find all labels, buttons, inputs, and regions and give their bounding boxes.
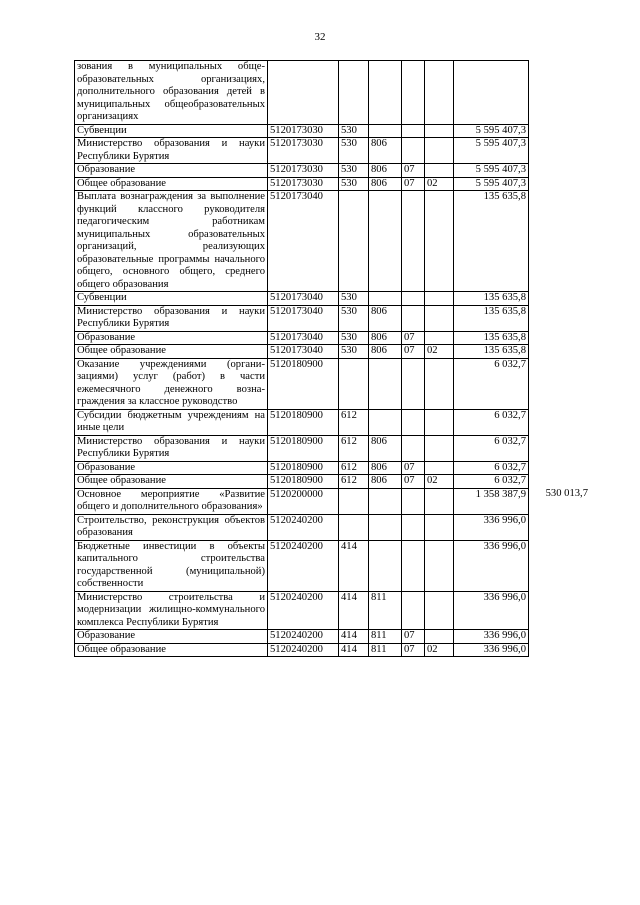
row-name: Образование: [75, 164, 268, 178]
amount-extra: [529, 292, 591, 306]
subsection-code: [425, 292, 454, 306]
subsection-code: [425, 124, 454, 138]
table-body: [75, 61, 591, 657]
row-name: Основное мероприятие «Развитие общего и дополнительного образования»: [75, 488, 268, 514]
subsection-code: 02: [425, 475, 454, 489]
section-code: [402, 514, 425, 540]
budget-table: [74, 60, 591, 657]
subsection-code: [425, 461, 454, 475]
target-article-code: 5120180900: [268, 461, 339, 475]
section-code: [402, 191, 425, 292]
target-article-code: 5120240200: [268, 591, 339, 630]
amount: 5 595 407,3: [454, 124, 529, 138]
amount: 135 635,8: [454, 345, 529, 359]
target-article-code: 5120173040: [268, 331, 339, 345]
amount: 6 032,7: [454, 409, 529, 435]
amount-extra: [529, 475, 591, 489]
section-code: [402, 540, 425, 591]
table-row: [75, 331, 591, 345]
ministry-code: [369, 358, 402, 409]
table-row: [75, 345, 591, 359]
target-article-code: 5120173030: [268, 138, 339, 164]
amount: 336 996,0: [454, 514, 529, 540]
row-name: Субвенции: [75, 124, 268, 138]
table-row: [75, 164, 591, 178]
table-row: [75, 475, 591, 489]
table-row: [75, 305, 591, 331]
amount-extra: [529, 191, 591, 292]
amount: 5 595 407,3: [454, 164, 529, 178]
amount: 5 595 407,3: [454, 138, 529, 164]
page-number: 32: [314, 31, 326, 43]
section-code: 07: [402, 164, 425, 178]
expense-type-code: [339, 358, 369, 409]
table-row: [75, 177, 591, 191]
row-name: Образование: [75, 461, 268, 475]
amount: [454, 61, 529, 125]
subsection-code: [425, 630, 454, 644]
section-code: [402, 435, 425, 461]
expense-type-code: 530: [339, 177, 369, 191]
target-article-code: 5120240200: [268, 643, 339, 657]
ministry-code: 806: [369, 331, 402, 345]
subsection-code: [425, 591, 454, 630]
table-row: [75, 488, 591, 514]
section-code: 07: [402, 643, 425, 657]
table-row: [75, 514, 591, 540]
target-article-code: 5120173040: [268, 305, 339, 331]
amount-extra: [529, 630, 591, 644]
amount: 6 032,7: [454, 475, 529, 489]
row-name: Оказание учреждениями (организациями) услуг (работ) в части ежемесячного денежного вознаграждения за классное руководство: [75, 358, 268, 409]
subsection-code: 02: [425, 177, 454, 191]
section-code: [402, 292, 425, 306]
subsection-code: [425, 61, 454, 125]
subsection-code: [425, 138, 454, 164]
expense-type-code: [339, 191, 369, 292]
table-row: [75, 540, 591, 591]
amount-extra: [529, 358, 591, 409]
ministry-code: [369, 514, 402, 540]
subsection-code: [425, 164, 454, 178]
amount-extra: [529, 305, 591, 331]
row-name: Образование: [75, 630, 268, 644]
subsection-code: [425, 358, 454, 409]
expense-type-code: 612: [339, 461, 369, 475]
table-row: [75, 409, 591, 435]
subsection-code: [425, 488, 454, 514]
amount: 135 635,8: [454, 331, 529, 345]
ministry-code: [369, 61, 402, 125]
ministry-code: [369, 124, 402, 138]
row-name: Общее образование: [75, 177, 268, 191]
section-code: 07: [402, 630, 425, 644]
amount: 6 032,7: [454, 358, 529, 409]
amount: 336 996,0: [454, 591, 529, 630]
amount-extra: [529, 345, 591, 359]
amount-extra: [529, 643, 591, 657]
row-name: Выплата вознаграждения за выполнение функций классного руководителя педагогическим работникам муниципальных образовательных организаций, реализующих образовательные программы начального общего, основного общего, среднего общего образования: [75, 191, 268, 292]
amount: 5 595 407,3: [454, 177, 529, 191]
table-row: [75, 358, 591, 409]
amount: 6 032,7: [454, 435, 529, 461]
row-name: Субсидии бюджетным учреждениям на иные цели: [75, 409, 268, 435]
expense-type-code: 612: [339, 475, 369, 489]
expense-type-code: 530: [339, 138, 369, 164]
target-article-code: 5120173030: [268, 124, 339, 138]
subsection-code: 02: [425, 345, 454, 359]
table-row: [75, 591, 591, 630]
section-code: 07: [402, 177, 425, 191]
row-name: Субвенции: [75, 292, 268, 306]
table-row: [75, 643, 591, 657]
row-name: Министерство образования и науки Республики Бурятия: [75, 305, 268, 331]
target-article-code: 5120240200: [268, 540, 339, 591]
expense-type-code: 530: [339, 164, 369, 178]
section-code: [402, 358, 425, 409]
target-article-code: 5120173030: [268, 164, 339, 178]
table-row: [75, 124, 591, 138]
ministry-code: 806: [369, 164, 402, 178]
amount-extra: [529, 540, 591, 591]
target-article-code: 5120173040: [268, 345, 339, 359]
amount-extra: [529, 177, 591, 191]
amount-extra: [529, 514, 591, 540]
target-article-code: 5120240200: [268, 630, 339, 644]
amount-extra: [529, 409, 591, 435]
section-code: [402, 124, 425, 138]
amount: 336 996,0: [454, 630, 529, 644]
ministry-code: [369, 191, 402, 292]
expense-type-code: 530: [339, 345, 369, 359]
row-name: Общее образование: [75, 643, 268, 657]
ministry-code: [369, 540, 402, 591]
target-article-code: 5120180900: [268, 409, 339, 435]
expense-type-code: 612: [339, 409, 369, 435]
section-code: [402, 305, 425, 331]
row-name: Строительство, реконструкция объектов образования: [75, 514, 268, 540]
subsection-code: [425, 331, 454, 345]
ministry-code: [369, 292, 402, 306]
section-code: [402, 488, 425, 514]
subsection-code: [425, 191, 454, 292]
row-name: Министерство образования и науки Республики Бурятия: [75, 435, 268, 461]
amount-extra: 530 013,7: [545, 488, 588, 499]
table-row: [75, 61, 591, 125]
ministry-code: 806: [369, 138, 402, 164]
section-code: [402, 409, 425, 435]
row-name: зования в муниципальных общеобразовательных организациях, дополнительного образования детей в муниципальных общеобразовательных организациях: [75, 61, 268, 125]
ministry-code: 811: [369, 643, 402, 657]
target-article-code: 5120200000: [268, 488, 339, 514]
expense-type-code: 530: [339, 124, 369, 138]
ministry-code: 806: [369, 435, 402, 461]
amount: 6 032,7: [454, 461, 529, 475]
amount-extra: [529, 591, 591, 630]
target-article-code: 5120180900: [268, 358, 339, 409]
ministry-code: 811: [369, 630, 402, 644]
ministry-code: 806: [369, 345, 402, 359]
subsection-code: 02: [425, 643, 454, 657]
row-name: Министерство образования и науки Республики Бурятия: [75, 138, 268, 164]
table-row: [75, 461, 591, 475]
table-row: [75, 435, 591, 461]
amount-extra: [529, 138, 591, 164]
section-code: 07: [402, 475, 425, 489]
subsection-code: [425, 409, 454, 435]
section-code: 07: [402, 331, 425, 345]
amount-extra: [529, 61, 591, 125]
expense-type-code: 530: [339, 292, 369, 306]
row-name: Бюджетные инвестиции в объекты капитального строительства государственной (муниципальной) собственности: [75, 540, 268, 591]
amount: 135 635,8: [454, 292, 529, 306]
section-code: 07: [402, 461, 425, 475]
expense-type-code: 612: [339, 435, 369, 461]
target-article-code: 5120173030: [268, 177, 339, 191]
expense-type-code: 530: [339, 305, 369, 331]
section-code: 07: [402, 345, 425, 359]
target-article-code: 5120180900: [268, 435, 339, 461]
subsection-code: [425, 540, 454, 591]
section-code: [402, 138, 425, 164]
amount: 1 358 387,9: [454, 488, 529, 514]
amount-extra: [529, 164, 591, 178]
target-article-code: 5120173040: [268, 292, 339, 306]
ministry-code: 806: [369, 305, 402, 331]
expense-type-code: 414: [339, 540, 369, 591]
section-code: [402, 591, 425, 630]
target-article-code: [268, 61, 339, 125]
amount-extra: [529, 461, 591, 475]
ministry-code: [369, 488, 402, 514]
table-row: [75, 630, 591, 644]
expense-type-code: 414: [339, 643, 369, 657]
amount-extra: [529, 435, 591, 461]
amount-extra: [529, 331, 591, 345]
ministry-code: [369, 409, 402, 435]
target-article-code: 5120180900: [268, 475, 339, 489]
row-name: Министерство строительства и модернизации жилищно-коммунального комплекса Республики Бурятия: [75, 591, 268, 630]
ministry-code: 811: [369, 591, 402, 630]
expense-type-code: [339, 61, 369, 125]
table-row: [75, 292, 591, 306]
subsection-code: [425, 435, 454, 461]
expense-type-code: [339, 514, 369, 540]
ministry-code: 806: [369, 177, 402, 191]
expense-type-code: [339, 488, 369, 514]
table-row: [75, 191, 591, 292]
row-name: Образование: [75, 331, 268, 345]
amount: 135 635,8: [454, 305, 529, 331]
target-article-code: 5120240200: [268, 514, 339, 540]
expense-type-code: 414: [339, 630, 369, 644]
amount-extra: [529, 124, 591, 138]
ministry-code: 806: [369, 475, 402, 489]
section-code: [402, 61, 425, 125]
subsection-code: [425, 514, 454, 540]
expense-type-code: 414: [339, 591, 369, 630]
amount: 336 996,0: [454, 540, 529, 591]
ministry-code: 806: [369, 461, 402, 475]
target-article-code: 5120173040: [268, 191, 339, 292]
table-row: [75, 138, 591, 164]
amount: 336 996,0: [454, 643, 529, 657]
amount: 135 635,8: [454, 191, 529, 292]
row-name: Общее образование: [75, 345, 268, 359]
subsection-code: [425, 305, 454, 331]
row-name: Общее образование: [75, 475, 268, 489]
expense-type-code: 530: [339, 331, 369, 345]
